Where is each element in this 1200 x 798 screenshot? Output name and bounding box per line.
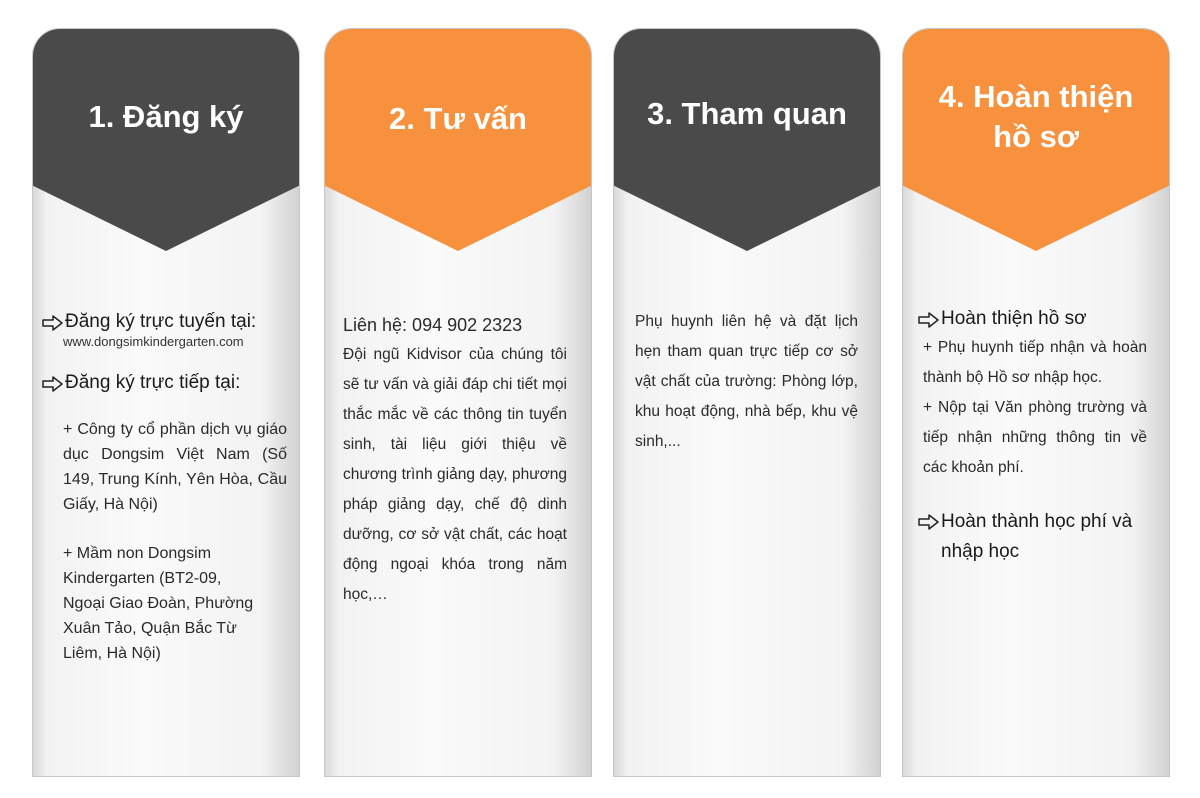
- tour-description: Phụ huynh liên hệ và đặt lịch hẹn tham quan trực tiếp cơ sở vật chất của trường: Phòng lớp, khu hoạt động, nhà bếp, khu vệ sinh,...: [635, 313, 858, 450]
- step-header-tour: [613, 28, 881, 251]
- arrow-right-icon: [917, 311, 941, 329]
- complete-documents-item: [917, 305, 1147, 333]
- registration-location-company: + Công ty cổ phần dịch vụ giáo dục Dongsim Việt Nam (Số 149, Trung Kính, Yên Hòa, Cầu Giấy, Hà Nội): [63, 421, 287, 513]
- step-card-registration: [32, 28, 300, 777]
- step-title-completion: [903, 77, 1169, 157]
- complete-documents-detail-submit: + Nộp tại Văn phòng trường và tiếp nhận những thông tin về các khoản phí.: [923, 399, 1147, 476]
- complete-documents-detail-receive: + Phụ huynh tiếp nhận và hoàn thành bộ Hồ sơ nhập học.: [923, 339, 1147, 386]
- direct-registration-item: [41, 369, 291, 397]
- step-header-registration: [32, 28, 300, 251]
- online-registration-label: Đăng ký trực tuyến tại:: [65, 311, 257, 332]
- step-title-tour: 3. Tham quan: [647, 96, 847, 131]
- step-title-completion-line1: 4. Hoàn thiện: [938, 79, 1134, 114]
- arrow-right-icon: [41, 375, 65, 393]
- tuition-enrollment-label: Hoàn thành học phí và nhập học: [941, 511, 1133, 562]
- direct-registration-label: Đăng ký trực tiếp tại:: [65, 372, 241, 393]
- tuition-enrollment-item: [917, 507, 1147, 567]
- step-card-tour: [613, 28, 881, 777]
- complete-documents-label: Hoàn thiện hồ sơ: [941, 308, 1087, 329]
- consultation-contact-phone: Liên hệ: 094 902 2323: [343, 315, 523, 335]
- registration-website-link[interactable]: www.dongsimkindergarten.com: [63, 334, 244, 349]
- step-card-consultation: [324, 28, 592, 777]
- step-card-completion: [902, 28, 1170, 777]
- arrow-right-icon: [41, 314, 65, 332]
- step-title-registration: 1. Đăng ký: [88, 99, 244, 134]
- step-header-consultation: [324, 28, 592, 251]
- online-registration-item: [41, 308, 291, 336]
- registration-location-school: + Mầm non Dongsim Kindergarten (BT2-09, Ngoại Giao Đoàn, Phường Xuân Tảo, Quận Bắc Từ Liêm, Hà Nội): [63, 545, 254, 662]
- step-title-consultation: 2. Tư vấn: [389, 101, 527, 136]
- step-title-completion-line2: hồ sơ: [993, 119, 1079, 154]
- consultation-description: Đội ngũ Kidvisor của chúng tôi sẽ tư vấn và giải đáp chi tiết mọi thắc mắc về các thông tin tuyển sinh, tài liệu giới thiệu về chương trình giảng dạy, phương pháp giảng dạy, chế độ dinh dưỡng, cơ sở vật chất, các hoạt động ngoại khóa trong năm học,…: [343, 346, 567, 603]
